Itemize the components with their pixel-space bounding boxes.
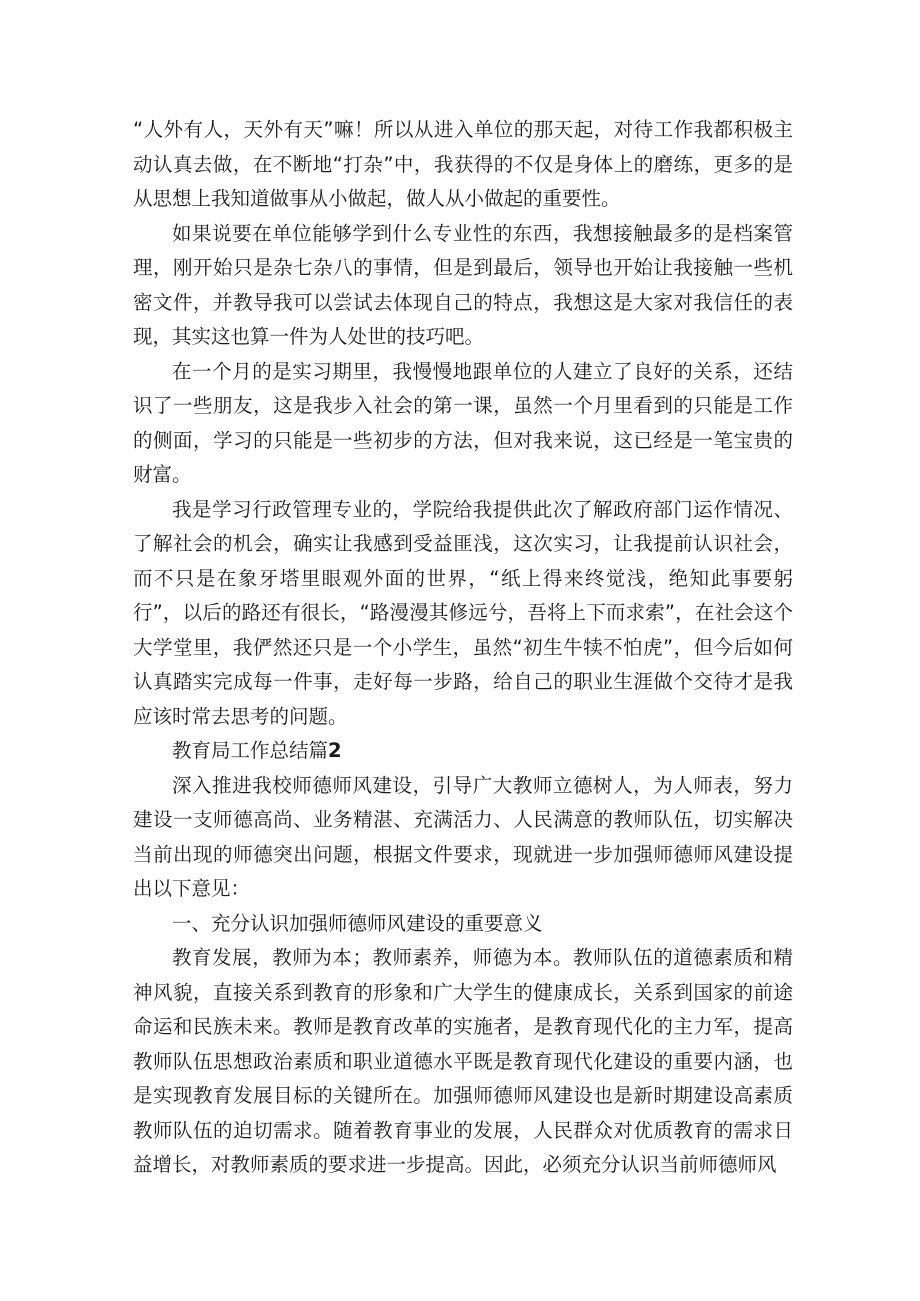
paragraph-2: 如果说要在单位能够学到什么专业性的东西，我想接触最多的是档案管理，刚开始只是杂七杂八的事情，但是到最后，领导也开始让我接触一些机密文件，并教导我可以尝试去体现自己的特点，我想这是大家对我信任的表现，其实这也算一件为人处世的技巧吧。 [133,221,793,348]
section-paragraph-1: 深入推进我校师德师风建设，引导广大教师立德树人，为人师表，努力建设一支师德高尚、业务精湛、充满活力、人民满意的教师队伍，切实解决当前出现的师德突出问题，根据文件要求，现就进一步加强师德师风建设提出以下意见： [133,773,793,900]
subsection-heading: 一、充分认识加强师德师风建设的重要意义 [172,911,543,935]
section-heading-title: 教育局工作总结篇 [172,739,329,762]
paragraph-4: 我是学习行政管理专业的，学院给我提供此次了解政府部门运作情况、了解社会的机会，确实让我感到受益匪浅，这次实习，让我提前认识社会，而不只是在象牙塔里眼观外面的世界，“纸上得来终觉浅，绝知此事要躬行”，以后的路还有很长，“路漫漫其修远兮，吾将上下而求索”，在社会这个大学堂里，我俨然还只是一个小学生，虽然“初生牛犊不怕虎”，但今后如何认真踏实完成每一件事，走好每一步路，给自己的职业生涯做个交待才是我应该时常去思考的问题。 [133,497,793,728]
section-heading [133,734,793,769]
paragraph-1: “人外有人，天外有天”嘛！所以从进入单位的那天起，对待工作我都积极主动认真去做，在不断地“打杂”中，我获得的不仅是身体上的磨练，更多的是从思想上我知道做事从小做起，做人从小做起的重要性。 [133,118,793,210]
document-body [133,113,793,1183]
paragraph-3: 在一个月的是实习期里，我慢慢地跟单位的人建立了良好的关系，还结识了一些朋友，这是我步入社会的第一课，虽然一个月里看到的只能是工作的侧面，学习的只能是一些初步的方法，但对我来说，这已经是一笔宝贵的财富。 [133,359,793,486]
section-paragraph-2: 教育发展，教师为本；教师素养，师德为本。教师队伍的道德素质和精神风貌，直接关系到教育的形象和广大学生的健康成长，关系到国家的前途命运和民族未来。教师是教育改革的实施者，是教育现代化的主力军，提高教师队伍思想政治素质和职业道德水平既是教育现代化建设的重要内涵，也是实现教育发展目标的关键所在。加强师德师风建设也是新时期建设高素质教师队伍的迫切需求。随着教育事业的发展，人民群众对优质教育的需求日益增长，对教师素质的要求进一步提高。因此，必须充分认识当前师德师风 [133,946,793,1176]
section-heading-number: 2 [328,739,342,762]
